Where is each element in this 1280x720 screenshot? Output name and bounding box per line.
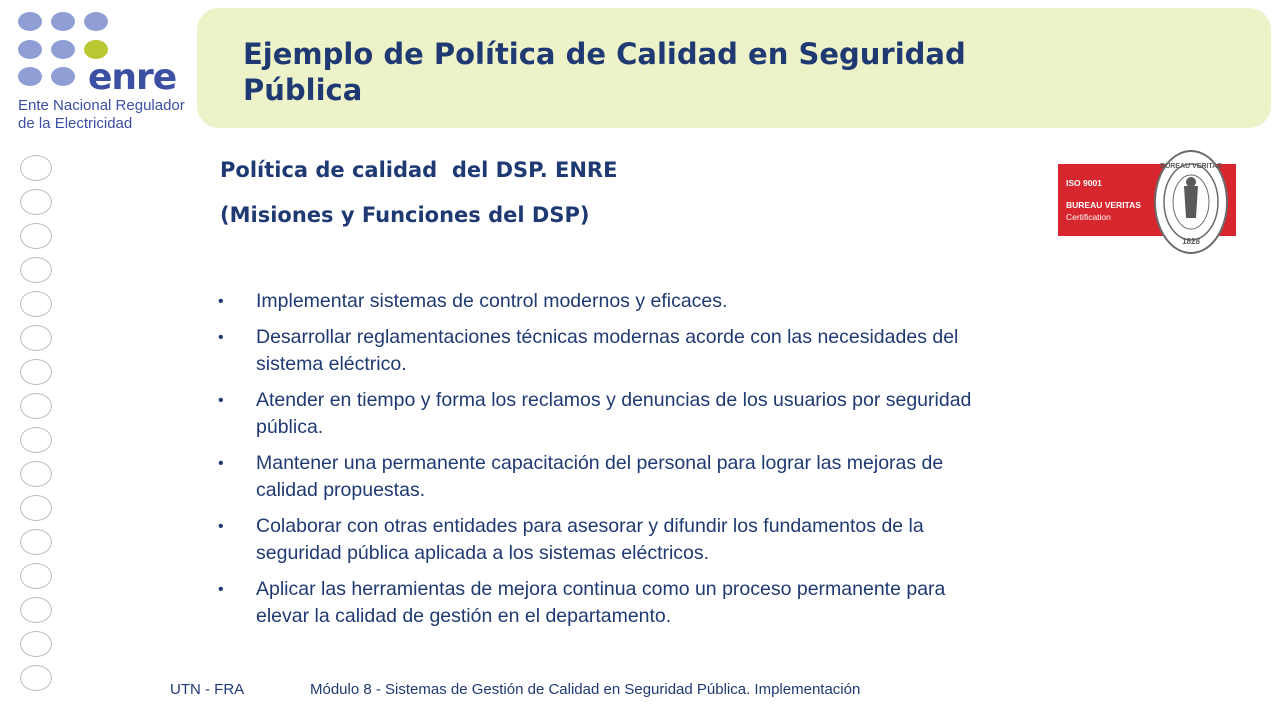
list-item-text: Mantener una permanente capacitación del personal para lograr las mejoras de calidad propuestas. xyxy=(256,452,944,501)
bullet-icon: • xyxy=(218,392,224,409)
bullet-icon: • xyxy=(218,581,224,598)
binder-ring xyxy=(20,495,52,521)
footer-module: Módulo 8 - Sistemas de Gestión de Calidad en Seguridad Pública. Implementación xyxy=(310,681,861,698)
binder-ring xyxy=(20,223,52,249)
binder-ring xyxy=(20,529,52,555)
binder-ring xyxy=(20,563,52,589)
title-banner xyxy=(197,8,1271,128)
seal-year: 1828 xyxy=(1182,237,1200,246)
logo-subtitle-line1: Ente Nacional Regulador xyxy=(18,97,185,114)
cert-company-label: BUREAU VERITAS xyxy=(1066,200,1141,210)
bureau-veritas-seal-icon xyxy=(1154,150,1228,254)
bullet-icon: • xyxy=(218,329,224,346)
bullet-icon: • xyxy=(218,455,224,472)
logo-subtitle xyxy=(18,97,198,133)
slide-title: Ejemplo de Política de Calidad en Seguridad Pública xyxy=(243,37,966,107)
seal-top-text: BUREAU VERITAS xyxy=(1160,163,1222,170)
logo-dot xyxy=(51,12,75,31)
list-item xyxy=(218,450,978,504)
binder-ring xyxy=(20,597,52,623)
cert-iso-label: ISO 9001 xyxy=(1066,178,1102,188)
binder-ring xyxy=(20,631,52,657)
iso-certification-badge xyxy=(1058,150,1238,252)
list-item-text: Desarrollar reglamentaciones técnicas modernas acorde con las necesidades del sistema eléctrico. xyxy=(256,326,959,375)
list-item-text: Colaborar con otras entidades para asesorar y difundir los fundamentos de la seguridad pública aplicada a los sistemas eléctricos. xyxy=(256,515,924,564)
binder-ring xyxy=(20,155,52,181)
list-item-text: Implementar sistemas de control modernos y eficaces. xyxy=(256,290,728,312)
list-item-text: Aplicar las herramientas de mejora continua como un proceso permanente para elevar la calidad de gestión en el departamento. xyxy=(256,578,946,627)
seal-graphic xyxy=(1156,152,1226,252)
list-item xyxy=(218,387,978,441)
logo-dot xyxy=(18,40,42,59)
footer-institution: UTN - FRA xyxy=(170,681,245,698)
list-item xyxy=(218,576,978,630)
binder-ring xyxy=(20,291,52,317)
list-item xyxy=(218,513,978,567)
binder-ring xyxy=(20,257,52,283)
logo-dot xyxy=(51,40,75,59)
cert-certification-label: Certification xyxy=(1066,212,1111,222)
list-item-text: Atender en tiempo y forma los reclamos y denuncias de los usuarios por seguridad pública. xyxy=(256,389,972,438)
logo-wordmark: enre xyxy=(88,57,177,98)
binder-ring xyxy=(20,665,52,691)
list-item xyxy=(218,288,978,315)
logo-dot xyxy=(18,12,42,31)
binder-ring xyxy=(20,189,52,215)
binder-ring xyxy=(20,461,52,487)
logo-dot xyxy=(51,67,75,86)
logo-dot xyxy=(84,12,108,31)
bullet-icon: • xyxy=(218,293,224,310)
bullet-icon: • xyxy=(218,518,224,535)
enre-logo xyxy=(18,12,188,132)
binder-ring xyxy=(20,325,52,351)
subheading-policy: Política de calidad del DSP. ENRE xyxy=(220,158,618,182)
logo-subtitle-line2: de la Electricidad xyxy=(18,115,133,132)
binder-ring xyxy=(20,393,52,419)
binder-ring xyxy=(20,427,52,453)
binder-ring xyxy=(20,359,52,385)
policy-bullet-list xyxy=(218,288,978,639)
list-item xyxy=(218,324,978,378)
subheading-missions: (Misiones y Funciones del DSP) xyxy=(220,203,590,227)
logo-dot xyxy=(18,67,42,86)
